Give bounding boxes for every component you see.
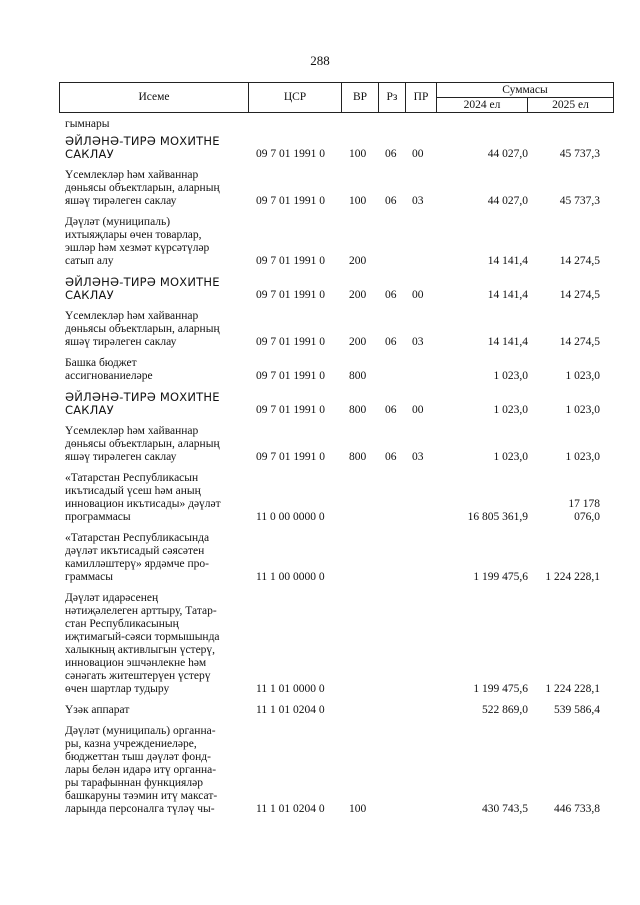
- row-name: [65, 704, 247, 717]
- row-name-line: бюджеттан тыш дәүләт фонд-: [65, 751, 211, 763]
- row-vr: 800: [349, 370, 367, 382]
- row-name-line: сәнәгать житештерүен үстерү: [65, 670, 211, 682]
- row-pr: 03: [412, 451, 424, 463]
- row-name-line: «Татарстан Республикасын: [65, 472, 199, 484]
- row-sum-2024: 16 805 361,9: [467, 511, 528, 523]
- row-sum-2025: 1 023,0: [565, 370, 600, 382]
- table-row: [0, 357, 640, 383]
- row-pr: 00: [412, 148, 424, 160]
- row-name-line: Дәүләт идарәсенең: [65, 592, 159, 604]
- row-csr: 11 0 00 0000 0: [256, 511, 325, 523]
- row-sum-2025: 1 224 228,1: [545, 571, 600, 583]
- table-row: [0, 310, 640, 349]
- row-name-line: икътисадый үсеш һәм аның: [65, 485, 201, 497]
- row-rz: 06: [385, 451, 397, 463]
- row-name: [65, 592, 247, 696]
- row-name-line: граммасы: [65, 571, 113, 583]
- row-name-line: Үсемлекләр һәм хайваннар: [65, 310, 199, 322]
- row-name-line: ӘЙЛӘНӘ-ТИРӘ МОХИТНЕ: [65, 390, 220, 404]
- row-sum-2025: 45 737,3: [559, 148, 600, 160]
- row-name-line: Үсемлекләр һәм хайваннар: [65, 169, 199, 181]
- row-csr: 11 1 01 0204 0: [256, 704, 325, 716]
- table-row: [0, 391, 640, 417]
- row-name-line: яшәү тирәлеген саклау: [65, 195, 177, 207]
- row-name-line: сатып алу: [65, 255, 114, 267]
- row-csr: 09 7 01 1991 0: [256, 370, 325, 382]
- row-rz: 06: [385, 148, 397, 160]
- row-name-line: ихтыяҗлары өчен товарлар,: [65, 229, 202, 241]
- row-sum-2024: 14 141,4: [487, 336, 528, 348]
- row-name: [65, 532, 247, 584]
- header-rz: Рз: [379, 83, 406, 113]
- row-name-line: иҗтимагый-сәяси тормышында: [65, 631, 220, 643]
- row-sum-2025: 14 274,5: [559, 336, 600, 348]
- row-name-line: камилләштерү» ярдәмче про-: [65, 558, 210, 570]
- row-rz: 06: [385, 404, 397, 416]
- row-name-line: халыкның активлыгын үстерү,: [65, 644, 216, 656]
- row-name-line: стан Республикасының: [65, 618, 179, 630]
- table-row: [0, 725, 640, 816]
- row-sum-2024: 1 199 475,6: [473, 683, 528, 695]
- row-name-line: программасы: [65, 511, 131, 523]
- row-pr: 00: [412, 404, 424, 416]
- row-sum-2024: 44 027,0: [487, 195, 528, 207]
- row-name-line: дәүләт икътисадый сәясәтен: [65, 545, 205, 557]
- table-row: [0, 135, 640, 161]
- row-name: [65, 357, 247, 383]
- row-csr: 11 1 00 0000 0: [256, 571, 325, 583]
- row-vr: 200: [349, 255, 367, 267]
- row-name-line: дөньясы объектларын, аларның: [65, 182, 220, 194]
- row-sum-2025: 539 586,4: [554, 704, 600, 716]
- row-name-line: ӘЙЛӘНӘ-ТИРӘ МОХИТНЕ: [65, 134, 220, 148]
- table-header: [59, 82, 614, 113]
- row-name-line: ры тарафыннан функцияләр: [65, 777, 203, 789]
- row-sum-2024: 1 199 475,6: [473, 571, 528, 583]
- table-row: [0, 118, 640, 131]
- row-name-line: нәтиҗәлелеген арттыру, Татар-: [65, 605, 217, 617]
- row-name-line: Дәүләт (муниципаль): [65, 216, 171, 228]
- row-sum-2024: 14 141,4: [487, 255, 528, 267]
- table-row: [0, 472, 640, 524]
- row-name-line: инновацион эшчәнлекне һәм: [65, 657, 207, 669]
- row-rz: 06: [385, 289, 397, 301]
- row-name-line: эшләр һәм хезмәт күрсәтүләр: [65, 242, 210, 254]
- page-number: 288: [310, 53, 330, 68]
- header-year-2024: 2024 ел: [437, 98, 528, 113]
- row-name-line: ӘЙЛӘНӘ-ТИРӘ МОХИТНЕ: [65, 275, 220, 289]
- row-name-line: «Татарстан Республикасында: [65, 532, 210, 544]
- row-name: [65, 169, 247, 208]
- row-name-line: инновацион икътисады» дәүләт: [65, 498, 221, 510]
- row-csr: 09 7 01 1991 0: [256, 255, 325, 267]
- row-csr: 09 7 01 1991 0: [256, 195, 325, 207]
- row-name-line: САКЛАУ: [65, 403, 114, 417]
- row-name-line: Башка бюджет: [65, 357, 137, 369]
- row-name-line: яшәү тирәлеген саклау: [65, 336, 177, 348]
- row-name-line: дөньясы объектларын, аларның: [65, 438, 220, 450]
- row-name: [65, 425, 247, 464]
- row-sum-2024: 430 743,5: [482, 803, 528, 815]
- row-sum-2025: 14 274,5: [559, 289, 600, 301]
- row-sum-2025: 45 737,3: [559, 195, 600, 207]
- header-year-2025: 2025 ел: [528, 98, 614, 113]
- row-name: [65, 391, 247, 417]
- row-csr: 09 7 01 1991 0: [256, 289, 325, 301]
- row-sum-2024: 522 869,0: [482, 704, 528, 716]
- row-csr: 11 1 01 0000 0: [256, 683, 325, 695]
- row-rz: 06: [385, 336, 397, 348]
- table-row: [0, 169, 640, 208]
- row-name-line: башкаруны тәэмин итү максат-: [65, 790, 218, 802]
- row-sum-2025: 17 178: [568, 498, 600, 510]
- table-row: [0, 532, 640, 584]
- table-row: [0, 704, 640, 717]
- row-sum-2025: 14 274,5: [559, 255, 600, 267]
- row-name-line: САКЛАУ: [65, 288, 114, 302]
- row-vr: 800: [349, 404, 367, 416]
- row-sum-2024: 1 023,0: [493, 404, 528, 416]
- row-vr: 200: [349, 336, 367, 348]
- table-row: [0, 276, 640, 302]
- row-sum-2025: 1 023,0: [565, 451, 600, 463]
- row-sum-2025: 076,0: [574, 511, 600, 523]
- row-vr: 100: [349, 195, 367, 207]
- row-vr: 200: [349, 289, 367, 301]
- row-name-line: Үсемлекләр һәм хайваннар: [65, 425, 199, 437]
- row-name: [65, 216, 247, 268]
- row-sum-2024: 14 141,4: [487, 289, 528, 301]
- row-csr: 09 7 01 1991 0: [256, 148, 325, 160]
- row-name-line: Дәүләт (муниципаль) органна-: [65, 725, 216, 737]
- row-vr: 100: [349, 148, 367, 160]
- row-name-line: ры, казна учреждениеләре,: [65, 738, 197, 750]
- row-csr: 09 7 01 1991 0: [256, 451, 325, 463]
- row-csr: 09 7 01 1991 0: [256, 336, 325, 348]
- row-name: [65, 135, 247, 161]
- row-pr: 03: [412, 195, 424, 207]
- row-sum-2024: 1 023,0: [493, 370, 528, 382]
- row-name-line: САКЛАУ: [65, 147, 114, 161]
- header-vr: ВР: [342, 83, 379, 113]
- row-sum-2025: 446 733,8: [554, 803, 600, 815]
- row-vr: 800: [349, 451, 367, 463]
- row-name-line: лары белән идарә итү органна-: [65, 764, 217, 776]
- row-pr: 03: [412, 336, 424, 348]
- header-pr: ПР: [406, 83, 437, 113]
- row-name: [65, 310, 247, 349]
- header-sums: Суммасы: [437, 83, 614, 98]
- row-name-line: гымнары: [65, 118, 110, 130]
- row-name-line: ассигнованиеләре: [65, 370, 153, 382]
- row-name-line: Үзәк аппарат: [65, 704, 130, 716]
- row-csr: 09 7 01 1991 0: [256, 404, 325, 416]
- table-row: [0, 592, 640, 696]
- row-rz: 06: [385, 195, 397, 207]
- row-name-line: ларында персоналга түләү чы-: [65, 803, 215, 815]
- row-name-line: дөньясы объектларын, аларның: [65, 323, 220, 335]
- row-pr: 00: [412, 289, 424, 301]
- row-name-line: яшәү тирәлеген саклау: [65, 451, 177, 463]
- row-name: [65, 725, 247, 816]
- header-name: Исеме: [60, 83, 249, 113]
- row-name-line: өчен шартлар тудыру: [65, 683, 170, 695]
- row-sum-2024: 1 023,0: [493, 451, 528, 463]
- table-row: [0, 425, 640, 464]
- row-sum-2025: 1 023,0: [565, 404, 600, 416]
- header-csr: ЦСР: [249, 83, 342, 113]
- row-name: [65, 118, 247, 131]
- row-name: [65, 276, 247, 302]
- row-vr: 100: [349, 803, 367, 815]
- row-sum-2025: 1 224 228,1: [545, 683, 600, 695]
- row-name: [65, 472, 247, 524]
- row-sum-2024: 44 027,0: [487, 148, 528, 160]
- table-row: [0, 216, 640, 268]
- row-csr: 11 1 01 0204 0: [256, 803, 325, 815]
